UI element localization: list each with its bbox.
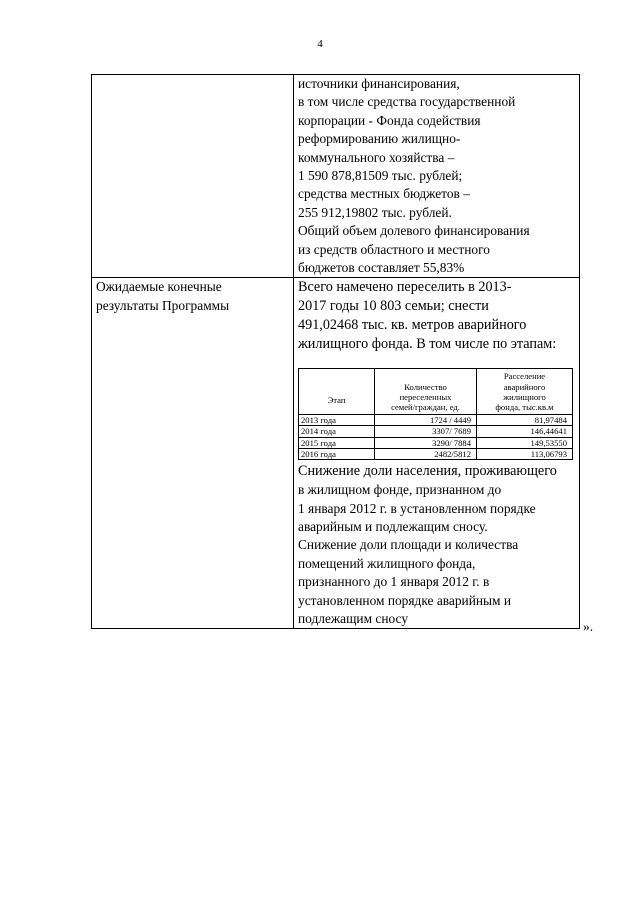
families-cell: 3290/ 7884 (375, 437, 477, 448)
page-number: 4 (317, 38, 323, 50)
text-line: из средств областного и местного (298, 241, 490, 257)
text-line: в жилищном фонде, признанном до (298, 482, 502, 498)
results-cell (294, 278, 580, 629)
text-line: Всего намечено переселить в 2013- (298, 279, 512, 296)
table-row (299, 415, 573, 426)
header-line: Расселение (503, 371, 546, 382)
text-line: реформированию жилищно- (298, 131, 461, 147)
text-line: помещений жилищного фонда, (298, 555, 476, 571)
families-cell: 3307/ 7689 (375, 426, 477, 437)
area-cell: 81,97484 (477, 415, 573, 426)
header-line: жилищного (503, 391, 546, 402)
text-line: Снижение доли населения, проживающего (298, 463, 557, 480)
families-cell: 1724 / 4449 (375, 415, 477, 426)
header-line: фонда, тыс.кв.м (495, 402, 554, 413)
text-line: источники финансирования, (298, 76, 460, 91)
area-cell: 113,06793 (477, 448, 573, 459)
text-line: корпорации - Фонда содействия (298, 112, 481, 128)
table-row (299, 426, 573, 437)
table-row (299, 437, 573, 448)
table-row (299, 448, 573, 459)
text-line: коммунального хозяйства – (298, 149, 455, 165)
text-line: Общий объем долевого финансирования (298, 223, 530, 239)
table-row (92, 278, 580, 629)
table-row (92, 75, 580, 278)
stages-header-row (299, 369, 573, 415)
header-line: Количество (404, 381, 447, 392)
header-area (477, 369, 573, 415)
text-line: аварийным и подлежащим сносу. (298, 518, 488, 534)
families-cell: 2482/5812 (375, 448, 477, 459)
area-cell: 146,44641 (477, 426, 573, 437)
text-line: жилищного фонда. В том числе по этапам: (298, 336, 557, 353)
text-line: в том числе средства государственной (298, 94, 516, 110)
row-label-cell (92, 278, 294, 629)
row-label-line: результаты Программы (96, 297, 230, 313)
row-label-line: Ожидаемые конечные (96, 279, 222, 295)
text-line: 1 590 878,81509 тыс. рублей; (298, 168, 463, 184)
header-line: аварийного (503, 381, 546, 392)
text-line: Снижение доли площади и количества (298, 537, 519, 553)
financing-cell (294, 75, 580, 278)
text-line: 2017 годы 10 803 семьи; снести (298, 298, 489, 315)
stage-cell: 2016 года (299, 448, 375, 459)
area-cell: 149,53550 (477, 437, 573, 448)
text-line: бюджетов составляет 55,83% (298, 260, 465, 276)
stage-cell: 2014 года (299, 426, 375, 437)
header-line: переселенных (399, 391, 452, 402)
program-passport-table (91, 74, 580, 629)
row-label-cell (92, 75, 294, 278)
stage-cell: 2015 года (299, 437, 375, 448)
text-line: признанного до 1 января 2012 г. в (298, 574, 490, 590)
closing-quote-mark: ». (583, 619, 594, 634)
header-stage: Этап (299, 369, 375, 415)
text-line: подлежащим сносу (298, 610, 409, 626)
text-line: 491,02468 тыс. кв. метров аварийного (298, 317, 527, 334)
stage-cell: 2013 года (299, 415, 375, 426)
text-line: установленном порядке аварийным и (298, 592, 512, 608)
text-line: средства местных бюджетов – (298, 186, 470, 202)
text-line: 255 912,19802 тыс. рублей. (298, 204, 452, 220)
header-line: семей/граждан, ед. (391, 402, 460, 413)
text-line: 1 января 2012 г. в установленном порядке (298, 500, 536, 516)
header-families (375, 369, 477, 415)
stages-table (298, 368, 573, 460)
